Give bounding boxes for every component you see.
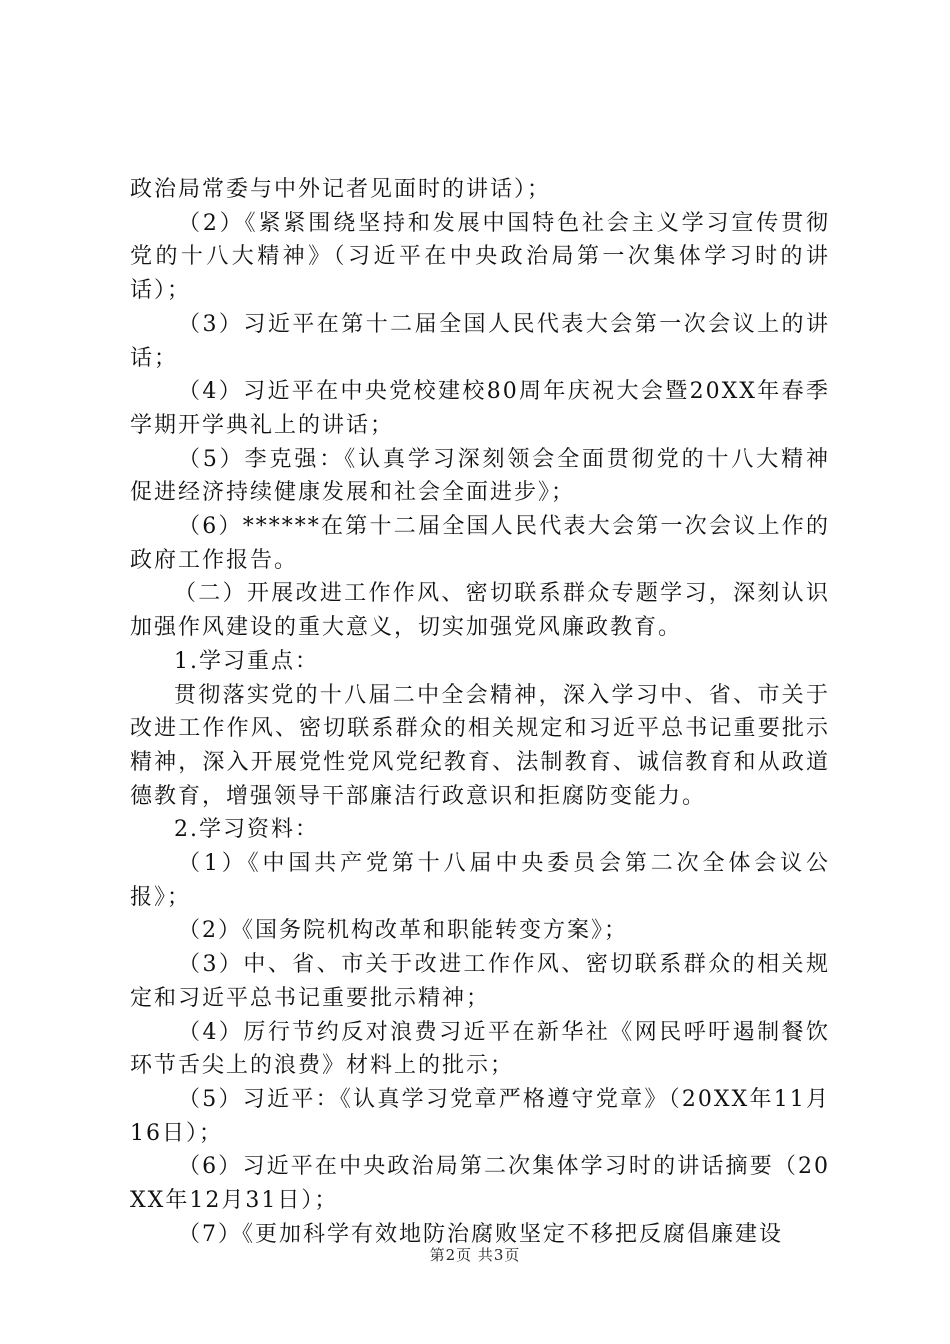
section-heading-study-focus: 1.学习重点： bbox=[174, 648, 319, 674]
document-body bbox=[130, 173, 830, 1252]
paragraph-12: （2）《国务院机构改革和职能转变方案》； bbox=[178, 918, 628, 944]
paragraph-4: （4）习近平在中央党校建校80周年庆祝大会暨20XX年春季学期开学典礼上的讲话； bbox=[130, 379, 830, 438]
paragraph-11: （1）《中国共产党第十八届中央委员会第二次全体会议公报》； bbox=[130, 851, 830, 910]
section-heading-study-materials: 2.学习资料： bbox=[174, 817, 319, 843]
paragraph-1: 政治局常委与中外记者见面时的讲话）； bbox=[130, 177, 552, 202]
paragraph-6: （6）******在第十二届全国人民代表大会第一次会议上作的政府工作报告。 bbox=[130, 514, 830, 573]
paragraph-3: （3）习近平在第十二届全国人民代表大会第一次会议上的讲话； bbox=[130, 311, 830, 371]
paragraph-16: （6）习近平在中央政治局第二次集体学习时的讲话摘要（20XX年12月31日）； bbox=[130, 1154, 830, 1214]
paragraph-13: （3）中、省、市关于改进工作作风、密切联系群众的相关规定和习近平总书记重要批示精神； bbox=[130, 952, 830, 1011]
paragraph-5: （5）李克强：《认真学习深刻领会全面贯彻党的十八大精神促进经济持续健康发展和社会全面进步》； bbox=[130, 446, 830, 506]
paragraph-15: （5）习近平：《认真学习党章严格遵守党章》（20XX年11月16日）； bbox=[130, 1086, 830, 1146]
page-number-footer: 第2页 共3页 bbox=[429, 1246, 521, 1264]
paragraph-14: （4）厉行节约反对浪费习近平在新华社《网民呼吁遏制餐饮环节舌尖上的浪费》材料上的批示； bbox=[130, 1019, 830, 1079]
paragraph-17: （7）《更加科学有效地防治腐败坚定不移把反腐倡廉建设 bbox=[178, 1221, 783, 1247]
paragraph-9: 贯彻落实党的十八届二中全会精神，深入学习中、省、市关于改进工作作风、密切联系群众的相关规定和习近平总书记重要批示精神，深入开展党性党风党纪教育、法制教育、诚信教育和从政道德教育，增强领导干部廉洁行政意识和拒腐防变能力。 bbox=[130, 682, 830, 809]
paragraph-7: （二）开展改进工作作风、密切联系群众专题学习，深刻认识加强作风建设的重大意义，切实加强党风廉政教育。 bbox=[130, 581, 830, 641]
paragraph-2: （2）《紧紧围绕坚持和发展中国特色社会主义学习宣传贯彻党的十八大精神》（习近平在中央政治局第一次集体学习时的讲话）； bbox=[130, 210, 830, 304]
